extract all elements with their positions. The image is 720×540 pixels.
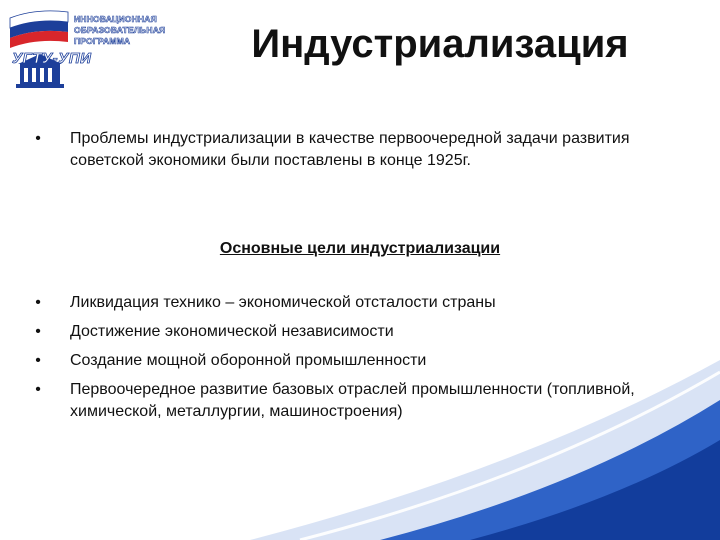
list-item-text: Ликвидация технико – экономической отсталости страны (70, 294, 496, 311)
bullet-marker: • (35, 294, 41, 311)
logo-line-2: ОБРАЗОВАТЕЛЬНАЯ (74, 25, 166, 35)
list-item-text: Создание мощной оборонной промышленности (70, 352, 427, 369)
logo-abbreviation: УГТУ-УПИ (12, 50, 92, 67)
bullet-marker: • (35, 323, 41, 340)
bullet-marker: • (35, 352, 41, 369)
bullet-marker: • (35, 381, 41, 398)
list-item-text: Достижение экономической независимости (70, 323, 394, 340)
list-item-text: Первоочередное развитие базовых отраслей промышленности (топливной, химической, металлургии, машиностроения) (70, 381, 635, 420)
slide-title: Индустриализация (251, 22, 629, 66)
logo-line-1: ИННОВАЦИОННАЯ (74, 14, 157, 24)
logo-line-3: ПРОГРАММА (74, 36, 131, 46)
intro-text: Проблемы индустриализации в качестве первоочередной задачи развития советской экономики были поставлены в конце 1925г. (70, 130, 630, 169)
goals-heading: Основные цели индустриализации (219, 240, 501, 257)
bullet-marker: • (35, 130, 41, 147)
